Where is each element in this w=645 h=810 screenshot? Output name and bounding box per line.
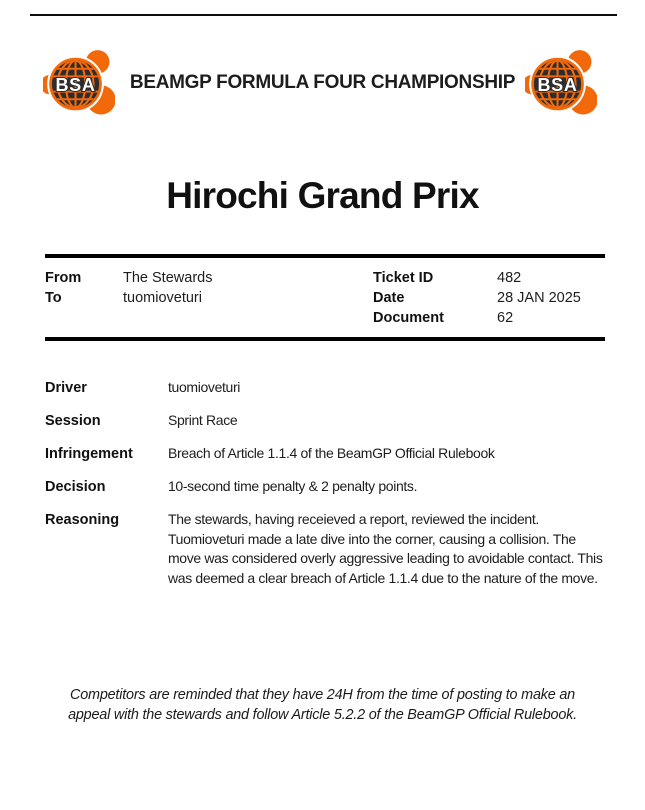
ticket-id-label: Ticket ID — [373, 270, 434, 286]
meta-table-left-column — [45, 268, 373, 328]
document-label: Document — [373, 310, 444, 326]
driver-label: Driver — [45, 380, 87, 396]
reasoning-value: The stewards, having receieved a report, reviewed the incident. Tuomioveturi made a late dive into the corner, causing a collision. The move was considered overly aggressive leading to avoidable contact. This was deemed a clear breach of Article 1.1.4 due to the nature of the move. — [168, 511, 603, 587]
field-row-reasoning — [45, 510, 607, 589]
top-rule-divider — [30, 14, 617, 16]
bsa-logo-text: BSA — [537, 74, 578, 95]
date-value: 28 JAN 2025 — [497, 290, 581, 306]
session-label: Session — [45, 413, 101, 429]
meta-row-to — [45, 288, 373, 308]
meta-row-ticket-id — [373, 268, 605, 288]
field-row-decision — [45, 477, 607, 497]
document-value: 62 — [497, 310, 514, 326]
field-row-driver — [45, 378, 607, 398]
session-value: Sprint Race — [168, 412, 238, 428]
infringement-value: Breach of Article 1.1.4 of the BeamGP Official Rulebook — [168, 445, 495, 461]
field-row-infringement — [45, 444, 607, 464]
meta-table — [45, 254, 605, 341]
meta-row-date — [373, 288, 605, 308]
to-value: tuomioveturi — [123, 290, 202, 306]
driver-value: tuomioveturi — [168, 379, 241, 395]
decision-label: Decision — [45, 479, 106, 495]
meta-table-right-column — [373, 268, 605, 328]
page-title: Hirochi Grand Prix — [166, 175, 479, 216]
bsa-logo-left-icon — [43, 50, 115, 118]
decision-value: 10-second time penalty & 2 penalty points. — [168, 478, 418, 494]
from-value: The Stewards — [123, 270, 213, 286]
ticket-id-value: 482 — [497, 270, 522, 286]
reasoning-label: Reasoning — [45, 512, 120, 528]
decision-fields — [45, 378, 607, 602]
to-label: To — [45, 290, 62, 306]
from-label: From — [45, 270, 82, 286]
infringement-label: Infringement — [45, 446, 133, 462]
meta-row-from — [45, 268, 373, 288]
championship-title: BEAMGP FORMULA FOUR CHAMPIONSHIP — [129, 72, 516, 93]
appeal-reminder-note: Competitors are reminded that they have 24H from the time of posting to make an appeal with the stewards and follow Article 5.2.2 of the BeamGP Official Rulebook. — [68, 687, 577, 723]
date-label: Date — [373, 290, 405, 306]
meta-row-document — [373, 308, 605, 328]
field-row-session — [45, 411, 607, 431]
bsa-logo-right-icon — [525, 50, 597, 118]
bsa-logo-text: BSA — [55, 74, 96, 95]
